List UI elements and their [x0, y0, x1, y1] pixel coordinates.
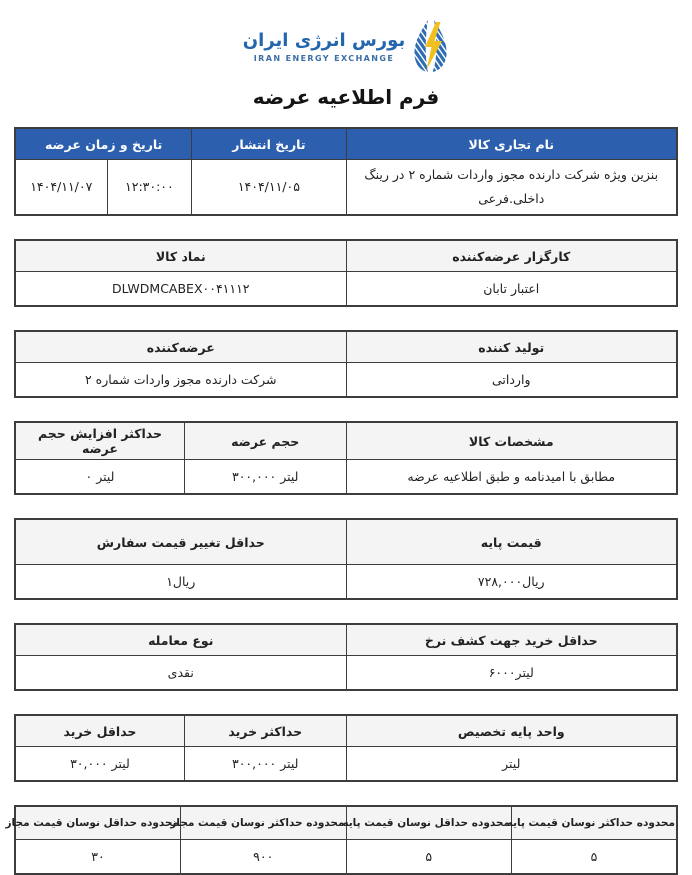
supply-volume-value: لیتر ۳۰۰,۰۰۰	[184, 460, 346, 495]
trade-type-header: نوع معامله	[15, 624, 346, 656]
price-fluctuation-table	[5, 805, 678, 875]
max-volume-increase-value: لیتر ۰	[15, 460, 184, 495]
logo-english-name: IRAN ENERGY EXCHANGE	[253, 53, 395, 63]
specs-value: مطابق با امیدنامه و طبق اطلاعیه عرضه	[346, 460, 677, 495]
allocation-limits-table	[14, 714, 678, 782]
supplier-header: عرضه‌کننده	[15, 331, 346, 363]
broker-value: اعتبار تابان	[346, 272, 677, 307]
trade-type-value: نقدی	[15, 656, 346, 691]
supply-info-table	[14, 127, 678, 216]
energy-droplet-lightning-icon	[413, 19, 449, 73]
symbol-value: DLWDMCABEX۰۰۴۱۱۱۲	[15, 272, 346, 307]
rate-discovery-table	[14, 623, 678, 691]
product-name-header: نام تجاری کالا	[346, 128, 677, 160]
supply-datetime-header: تاریخ و زمان عرضه	[15, 128, 192, 160]
logo-text-block	[243, 30, 405, 63]
min-buy-discovery-header: حداقل خرید جهت کشف نرخ	[346, 624, 677, 656]
max-base-fluct-header: محدوده حداکثر نوسان قیمت پایه	[512, 806, 678, 840]
broker-header: کارگزار عرضه‌کننده	[346, 240, 677, 272]
base-unit-header: واحد پایه تخصیص	[346, 715, 677, 747]
logo-persian-name: بورس انرژی ایران	[242, 29, 406, 51]
specs-volume-table	[14, 421, 678, 495]
min-buy-header: حداقل خرید	[15, 715, 184, 747]
product-name-value: بنزین ویژه شرکت دارنده مجوز واردات شماره ۲ در رینگ داخلی.فرعی	[346, 160, 677, 216]
min-allowed-fluct-header: محدوده حداقل نوسان قیمت مجاز	[15, 806, 181, 840]
supplier-value: شرکت دارنده مجوز واردات شماره ۲	[15, 363, 346, 398]
producer-value: وارداتی	[346, 363, 677, 398]
supply-volume-header: حجم عرضه	[184, 422, 346, 460]
max-buy-header: حداکثر خرید	[184, 715, 346, 747]
page-title: فرم اطلاعیه عرضه	[252, 85, 440, 109]
min-base-fluct-value: ۵	[346, 840, 512, 875]
producer-header: تولید کننده	[346, 331, 677, 363]
max-allowed-fluct-header: محدوده حداکثر نوسان قیمت مجاز	[181, 806, 347, 840]
max-buy-value: لیتر ۳۰۰,۰۰۰	[184, 747, 346, 782]
min-allowed-fluct-value: ۳۰	[15, 840, 181, 875]
publish-date-value: ۱۴۰۴/۱۱/۰۵	[192, 160, 346, 216]
supply-date-value: ۱۴۰۴/۱۱/۰۷	[15, 160, 107, 216]
producer-supplier-table	[14, 330, 678, 398]
supply-time-value: ۱۲:۳۰:۰۰	[107, 160, 192, 216]
max-volume-increase-header: حداکثر افزایش حجم عرضه	[15, 422, 184, 460]
base-price-value: ریال۷۲۸,۰۰۰	[346, 565, 677, 600]
min-tick-value: ریال۱	[15, 565, 346, 600]
symbol-header: نماد کالا	[15, 240, 346, 272]
publish-date-header: تاریخ انتشار	[192, 128, 346, 160]
min-buy-value: لیتر ۳۰,۰۰۰	[15, 747, 184, 782]
base-unit-value: لیتر	[346, 747, 677, 782]
iran-energy-exchange-logo	[0, 16, 692, 76]
base-price-header: قیمت پایه	[346, 519, 677, 565]
broker-symbol-table	[14, 239, 678, 307]
max-allowed-fluct-value: ۹۰۰	[181, 840, 347, 875]
specs-header: مشخصات کالا	[346, 422, 677, 460]
max-base-fluct-value: ۵	[512, 840, 678, 875]
min-base-fluct-header: محدوده حداقل نوسان قیمت پایه	[346, 806, 512, 840]
min-tick-header: حداقل تغییر قیمت سفارش	[15, 519, 346, 565]
min-buy-discovery-value: لیتر۶۰۰۰	[346, 656, 677, 691]
base-price-table	[14, 518, 678, 600]
